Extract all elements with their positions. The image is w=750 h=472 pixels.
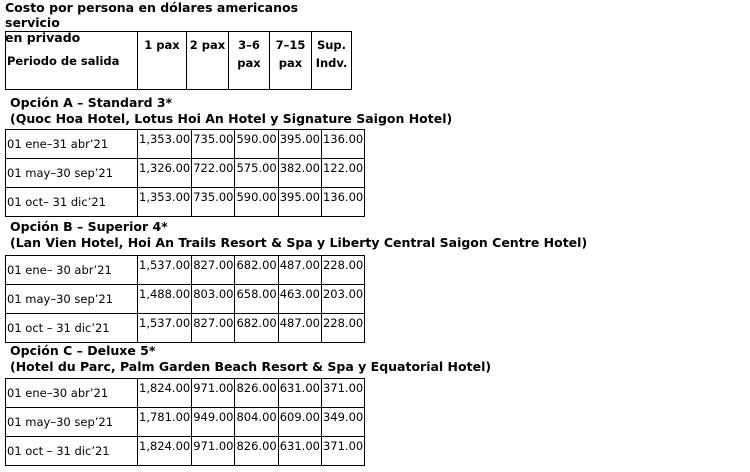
price-cell: 735.00 bbox=[192, 188, 235, 217]
price-cell: 1,353.00 bbox=[138, 130, 192, 159]
price-cell: 1,781.00 bbox=[138, 408, 192, 437]
option-b-table bbox=[5, 255, 365, 343]
price-cell: 122.00 bbox=[321, 159, 364, 188]
header-2pax: 2 pax bbox=[187, 32, 229, 90]
price-cell: 827.00 bbox=[192, 256, 235, 285]
header-sup-indv: Sup. Indv. bbox=[312, 32, 352, 90]
price-cell: 136.00 bbox=[321, 188, 364, 217]
price-cell: 631.00 bbox=[278, 379, 321, 408]
price-cell: 228.00 bbox=[321, 256, 364, 285]
price-cell: 463.00 bbox=[278, 285, 321, 314]
option-c-name: Opción C – Deluxe 5* bbox=[10, 343, 156, 358]
option-c-table bbox=[5, 378, 365, 466]
price-cell: 682.00 bbox=[235, 314, 278, 343]
price-cell: 1,824.00 bbox=[138, 437, 192, 466]
price-cell: 1,537.00 bbox=[138, 314, 192, 343]
period-cell: 01 may–30 sep’21 bbox=[6, 285, 138, 314]
period-cell: 01 oct – 31 dic’21 bbox=[6, 437, 138, 466]
period-cell: 01 may–30 sep’21 bbox=[6, 408, 138, 437]
price-cell: 487.00 bbox=[278, 256, 321, 285]
option-c-hotels: (Hotel du Parc, Palm Garden Beach Resort & Spa y Equatorial Hotel) bbox=[10, 359, 492, 374]
price-cell: 1,326.00 bbox=[138, 159, 192, 188]
header-table bbox=[5, 31, 352, 90]
price-cell: 590.00 bbox=[235, 188, 278, 217]
table-row bbox=[6, 408, 365, 437]
price-cell: 826.00 bbox=[235, 379, 278, 408]
price-cell: 395.00 bbox=[278, 188, 321, 217]
header-3-6pax: 3–6 pax bbox=[229, 32, 270, 90]
table-row bbox=[6, 379, 365, 408]
title-line-2: en privado bbox=[5, 30, 81, 45]
option-b-name: Opción B – Superior 4* bbox=[10, 219, 168, 234]
price-cell: 803.00 bbox=[192, 285, 235, 314]
price-cell: 1,537.00 bbox=[138, 256, 192, 285]
option-a-hotels: (Quoc Hoa Hotel, Lotus Hoi An Hotel y Signature Saigon Hotel) bbox=[10, 111, 453, 126]
price-cell: 826.00 bbox=[235, 437, 278, 466]
price-cell: 382.00 bbox=[278, 159, 321, 188]
price-cell: 658.00 bbox=[235, 285, 278, 314]
table-row bbox=[6, 159, 365, 188]
price-cell: 949.00 bbox=[192, 408, 235, 437]
table-row bbox=[6, 130, 365, 159]
price-cell: 487.00 bbox=[278, 314, 321, 343]
period-cell: 01 oct– 31 dic’21 bbox=[6, 188, 138, 217]
price-cell: 722.00 bbox=[192, 159, 235, 188]
table-row bbox=[6, 437, 365, 466]
price-cell: 228.00 bbox=[321, 314, 364, 343]
header-7-15pax: 7–15 pax bbox=[270, 32, 312, 90]
option-b-hotels: (Lan Vien Hotel, Hoi An Trails Resort & Spa y Liberty Central Saigon Centre Hotel) bbox=[10, 235, 588, 250]
option-c-heading bbox=[10, 343, 491, 375]
price-cell: 971.00 bbox=[192, 379, 235, 408]
price-cell: 631.00 bbox=[278, 437, 321, 466]
price-cell: 575.00 bbox=[235, 159, 278, 188]
option-b-heading bbox=[10, 219, 587, 251]
price-cell: 1,488.00 bbox=[138, 285, 192, 314]
period-cell: 01 oct – 31 dic’21 bbox=[6, 314, 138, 343]
price-cell: 395.00 bbox=[278, 130, 321, 159]
period-cell: 01 ene–30 abr’21 bbox=[6, 379, 138, 408]
price-cell: 735.00 bbox=[192, 130, 235, 159]
price-cell: 590.00 bbox=[235, 130, 278, 159]
table-row bbox=[6, 256, 365, 285]
price-cell: 371.00 bbox=[321, 379, 364, 408]
period-cell: 01 ene– 30 abr’21 bbox=[6, 256, 138, 285]
price-cell: 349.00 bbox=[321, 408, 364, 437]
title-line-1: Costo por persona en dólares americanos servicio bbox=[5, 0, 299, 30]
header-period: Periodo de salida bbox=[6, 32, 138, 90]
option-a-heading bbox=[10, 95, 452, 127]
price-cell: 371.00 bbox=[321, 437, 364, 466]
table-row bbox=[6, 188, 365, 217]
price-cell: 682.00 bbox=[235, 256, 278, 285]
option-a-name: Opción A – Standard 3* bbox=[10, 95, 173, 110]
table-row bbox=[6, 285, 365, 314]
price-cell: 136.00 bbox=[321, 130, 364, 159]
price-cell: 203.00 bbox=[321, 285, 364, 314]
price-cell: 1,353.00 bbox=[138, 188, 192, 217]
period-cell: 01 may–30 sep’21 bbox=[6, 159, 138, 188]
price-cell: 804.00 bbox=[235, 408, 278, 437]
price-cell: 1,824.00 bbox=[138, 379, 192, 408]
option-a-table bbox=[5, 129, 365, 217]
price-cell: 971.00 bbox=[192, 437, 235, 466]
period-cell: 01 ene–31 abr’21 bbox=[6, 130, 138, 159]
header-1pax: 1 pax bbox=[138, 32, 187, 90]
table-row bbox=[6, 314, 365, 343]
price-cell: 827.00 bbox=[192, 314, 235, 343]
price-cell: 609.00 bbox=[278, 408, 321, 437]
